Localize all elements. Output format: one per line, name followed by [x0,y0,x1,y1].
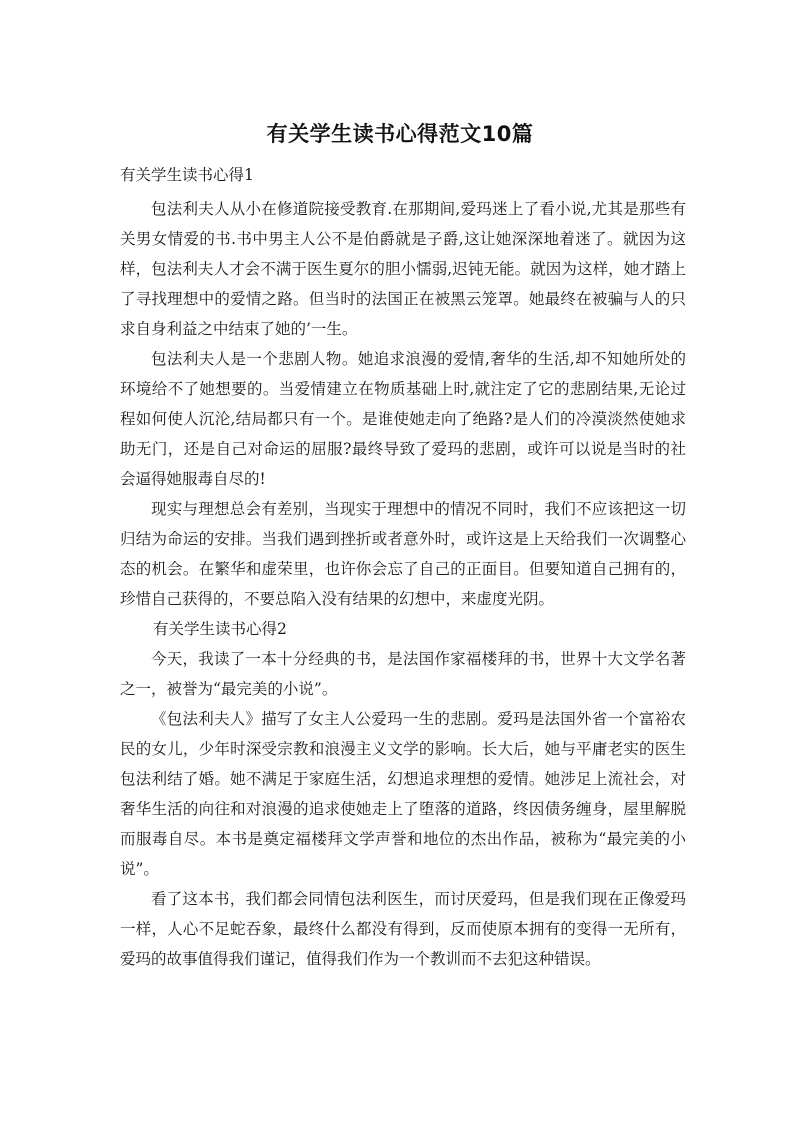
section-2-paragraph-1: 今天，我读了一本十分经典的书，是法国作家福楼拜的书，世界十大文学名著之一，被誉为“最完美的小说”。 [120,650,686,698]
section-2-paragraph-2: 《包法利夫人》描写了女主人公爱玛一生的悲剧。爱玛是法国外省一个富裕农民的女儿，少年时深受宗教和浪漫主义文学的影响。长大后，她与平庸老实的医生包法利结了婚。她不满足于家庭生活，幻想追求理想的爱情。她涉足上流社会，对奢华生活的向往和对浪漫的追求使她走上了堕落的道路，终因债务缠身，屋里解脱而服毒自尽。本书是奠定福楼拜文学声誉和地位的杰出作品，被称为“最完美的小说”。 [120,710,686,878]
section-1-paragraph-2: 包法利夫人是一个悲剧人物。她追求浪漫的爱情,奢华的生活,却不知她所处的环境给不了她想要的。当爱情建立在物质基础上时,就注定了它的悲剧结果,无论过程如何使人沉沦,结局都只有一个。是谁使她走向了绝路?是人们的冷漠淡然使她求助无门，还是自己对命运的屈服?最终导致了爱玛的悲剧，或许可以说是当时的社会逼得她服毒自尽的! [120,350,686,488]
section-2-paragraph-3: 看了这本书，我们都会同情包法利医生，而讨厌爱玛，但是我们现在正像爱玛一样，人心不足蛇吞象，最终什么都没有得到，反而使原本拥有的变得一无所有，爱玛的故事值得我们谨记，值得我们作为一个教训而不去犯这种错误。 [120,890,686,968]
section-heading-1: 有关学生读书心得1 [120,166,254,184]
section-heading-2: 有关学生读书心得2 [153,620,287,638]
document-body [120,160,686,974]
section-1-paragraph-1: 包法利夫人从小在修道院接受教育.在那期间,爱玛迷上了看小说,尤其是那些有关男女情爱的书.书中男主人公不是伯爵就是子爵,这让她深深地着迷了。就因为这样，包法利夫人才会不满于医生夏尔的胆小懦弱,迟钝无能。就因为这样，她才踏上了寻找理想中的爱情之路。但当时的法国正在被黑云笼罩。她最终在被骗与人的只求自身利益之中结束了她的’一生。 [120,200,686,338]
document-title: 有关学生读书心得范文10篇 [266,122,534,146]
section-1-paragraph-3: 现实与理想总会有差别，当现实于理想中的情况不同时，我们不应该把这一切归结为命运的安排。当我们遇到挫折或者意外时，或许这是上天给我们一次调整心态的机会。在繁华和虚荣里，也许你会忘了自己的正面目。但要知道自己拥有的，珍惜自己获得的，不要总陷入没有结果的幻想中，来虚度光阴。 [120,500,686,608]
